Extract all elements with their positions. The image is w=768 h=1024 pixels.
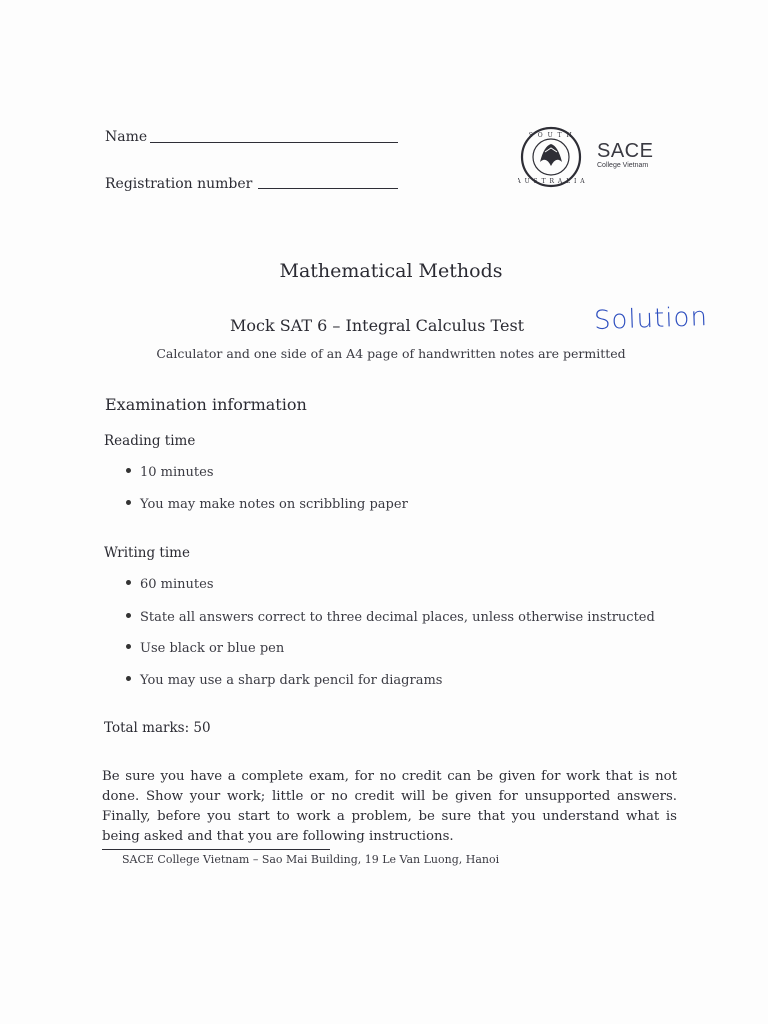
writing-time-heading: Writing time	[104, 545, 190, 561]
list-item: 60 minutes	[126, 577, 214, 592]
exam-info-heading: Examination information	[105, 395, 307, 414]
list-item: 10 minutes	[126, 465, 214, 480]
list-item: You may make notes on scribbling paper	[126, 497, 408, 512]
permitted-note: Calculator and one side of an A4 page of handwritten notes are permitted	[156, 346, 626, 361]
test-subtitle: Mock SAT 6 – Integral Calculus Test	[230, 316, 525, 335]
footer-address: SACE College Vietnam – Sao Mai Building, 19 Le Van Luong, Hanoi	[122, 853, 500, 866]
list-item: You may use a sharp dark pencil for diagrams	[126, 673, 442, 688]
logo-brand: SACE	[597, 140, 654, 162]
instructions-paragraph: Be sure you have a complete exam, for no credit can be given for work that is not done. Show your work; little or no credit will be given for unsupported answers. Finally, before you start to work a problem, be sure that you understand what is being asked and that you are following instructions.	[102, 769, 677, 844]
total-marks: Total marks: 50	[104, 720, 211, 736]
svg-text:A U S T R A L I A: A U S T R A L I A	[518, 178, 586, 185]
name-field[interactable]	[150, 142, 398, 143]
logo-brand-sub: College Vietnam	[597, 162, 649, 169]
registration-label: Registration number	[105, 176, 253, 192]
list-item: Use black or blue pen	[126, 641, 284, 656]
name-label: Name	[105, 129, 148, 145]
svg-text:S O U T H: S O U T H	[528, 132, 574, 139]
list-item: State all answers correct to three decimal places, unless otherwise instructed	[126, 610, 655, 625]
page-title: Mathematical Methods	[279, 260, 503, 282]
logo	[518, 126, 588, 188]
south-australia-seal-icon	[518, 126, 588, 188]
reading-time-heading: Reading time	[104, 433, 196, 449]
footnote-rule	[102, 849, 330, 850]
handwritten-solution: Solution	[593, 302, 709, 336]
registration-field[interactable]	[258, 188, 398, 189]
